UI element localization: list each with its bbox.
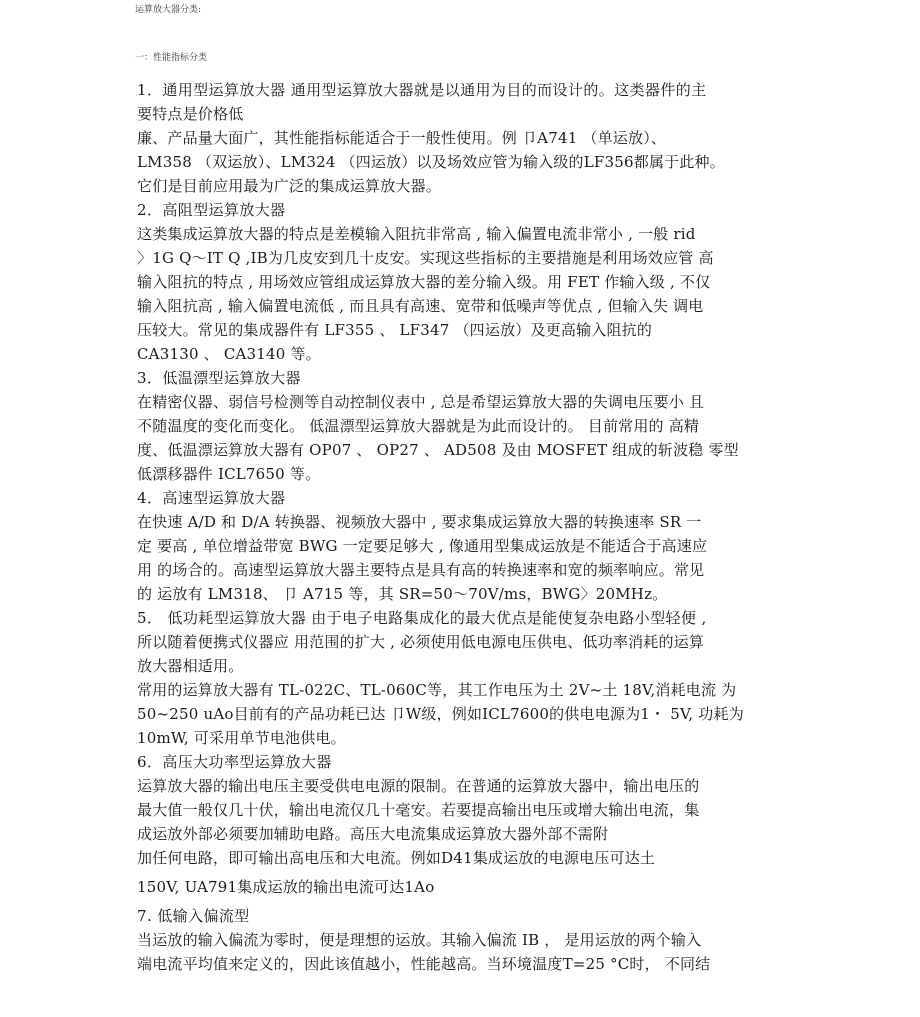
body-text-line: 所以随着便携式仪器应 用范围的扩大 , 必须使用低电源电压供电、低功率消耗的运算 [137,633,705,651]
body-text-line: 度、低温漂运算放大器有 OP07 、 OP27 、 AD508 及由 MOSFET 组成的斩波稳 零型 [137,441,739,459]
body-text-line: 常用的运算放大器有 TL-022C、TL-060C等，其工作电压为土 2V~土 18V,消耗电流 为 [137,681,737,699]
document-header: 运算放大器分类: [135,5,202,15]
body-text-line: 输入阻抗高 , 输入偏置电流低 , 而且具有高速、宽带和低噪声等优点 , 但输入失 调电 [137,297,704,315]
body-text-line: 端电流平均值来定义的，因此该值越小，性能越高。当环境温度T=25 °C时， 不同结 [137,955,711,973]
body-text-line: 在精密仪器、弱信号检测等自动控制仪表中 , 总是希望运算放大器的失调电压要小 且 [137,393,705,411]
body-text-line: 低漂移器件 ICL7650 等。 [137,465,321,483]
body-text-line: 要特点是价格低 [137,105,244,123]
body-text-line: 150V, UA791集成运放的输出电流可达1Ao [137,878,435,896]
document-body [137,78,797,976]
section-heading-line: 4．高速型运算放大器 [137,489,286,507]
body-text-line: 输入阻抗的特点 , 用场效应管组成运算放大器的差分输入级。用 FET 作输入级 , 不仅 [137,273,711,291]
body-text-line: 加任何电路，即可输出高电压和大电流。例如D41集成运放的电源电压可达土 [137,849,656,867]
body-text-line: 当运放的输入偏流为零时，便是理想的运放。其输入偏流 IB ， 是用运放的两个输入 [137,931,702,949]
body-text-line: CA3130 、 CA3140 等。 [137,345,321,363]
section-title: 一：性能指标分类 [135,53,208,63]
body-text-line: 它们是目前应用最为广泛的集成运算放大器。 [137,177,442,195]
section-heading-line: 5． 低功耗型运算放大器 由于电子电路集成化的最大优点是能使复杂电路小型轻便 , [137,609,707,627]
body-text-line: 运算放大器的输出电压主要受供电电源的限制。在普通的运算放大器中，输出电压的 [137,777,700,795]
section-heading-line: 7. 低输入偏流型 [137,907,250,925]
section-heading-line: 1．通用型运算放大器 通用型运算放大器就是以通用为目的而设计的。这类器件的主 [137,81,707,99]
body-text-line: 10mW, 可采用单节电池供电。 [137,729,346,747]
body-text-line: 50~250 uAo目前有的产品功耗已达 卩W级，例如ICL7600的供电电源为1・ 5V, 功耗为 [137,705,744,723]
body-text-line: 成运放外部必须要加辅助电路。高压大电流集成运算放大器外部不需附 [137,825,609,843]
section-heading-line: 6．高压大功率型运算放大器 [137,753,332,771]
section-heading-line: 3．低温漂型运算放大器 [137,369,301,387]
body-text-line: 不随温度的变化而变化。 低温漂型运算放大器就是为此而设计的。 目前常用的 高精 [137,417,700,435]
body-text-line: 这类集成运算放大器的特点是差模输入阻抗非常高 , 输入偏置电流非常小 , 一般 rid [137,225,696,243]
body-text-line: 放大器相适用。 [137,657,244,675]
body-text-line: 在快速 A/D 和 D/A 转换器、视频放大器中 , 要求集成运算放大器的转换速率 SR 一 [137,513,702,531]
body-text-line: 用 的场合的。高速型运算放大器主要特点是具有高的转换速率和宽的频率响应。常见 [137,561,705,579]
body-text-line: 定 要高 , 单位增益带宽 BWG 一定要足够大 , 像通用型集成运放是不能适合于高速应 [137,537,708,555]
body-text-line: 的 运放有 LM318、 卩 A715 等，其 SR=50〜70V/ms，BWG〉20MHz。 [137,585,668,603]
body-text-line: 压较大。常见的集成器件有 LF355 、 LF347 （四运放）及更高输入阻抗的 [137,321,653,339]
section-heading-line: 2．高阻型运算放大器 [137,201,286,219]
body-text-line: 廉、产品量大面广，其性能指标能适合于一般性使用。例 卩A741 （单运放）、 [137,129,667,147]
body-text-line: 最大值一般仅几十伏，输出电流仅几十毫安。若要提高输出电压或增大输出电流，集 [137,801,700,819]
body-text-line: LM358 （双运放）、LM324 （四运放）以及场效应管为输入级的LF356都属于此种。 [137,153,725,171]
body-text-line: 〉1G Q〜IT Q ,IB为几皮安到几十皮安。实现这些指标的主要措施是利用场效应管 高 [137,249,714,267]
